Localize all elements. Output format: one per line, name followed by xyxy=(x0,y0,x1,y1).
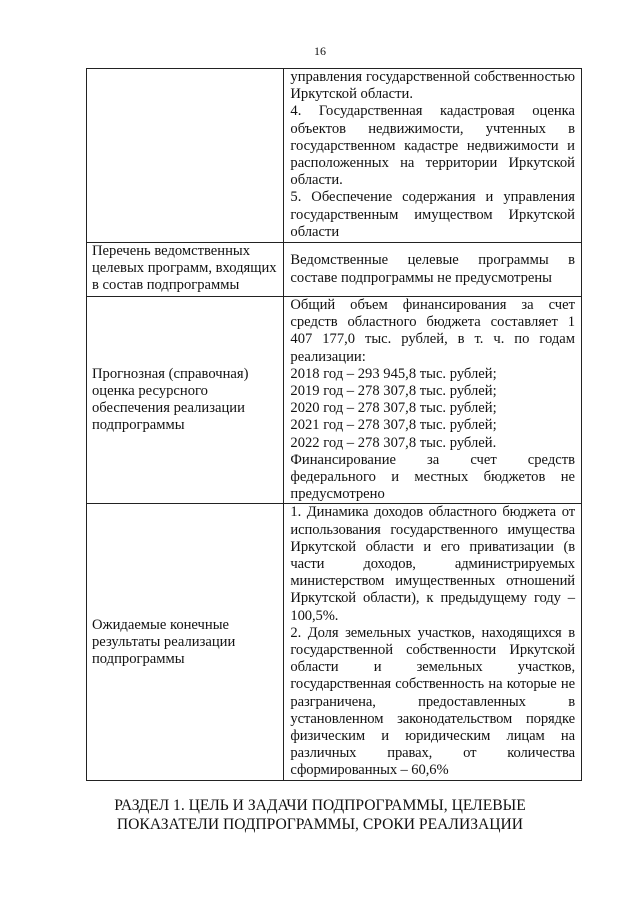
paragraph: Общий объем финансирования за счет средств областного бюджета составляет 1 407 177,0 тыс. рублей, в т. ч. по годам реализации: xyxy=(290,297,575,365)
subprogram-passport-table xyxy=(86,68,582,781)
section-heading-line: РАЗДЕЛ 1. ЦЕЛЬ И ЗАДАЧИ ПОДПРОГРАММЫ, ЦЕЛЕВЫЕ xyxy=(114,797,526,814)
paragraph: Ведомственные целевые программы в составе подпрограммы не предусмотрены xyxy=(290,252,575,286)
paragraph: 2020 год – 278 307,8 тыс. рублей; xyxy=(290,400,497,417)
table-row xyxy=(87,504,582,781)
paragraph: 2018 год – 293 945,8 тыс. рублей; xyxy=(290,365,497,382)
row-label: Перечень ведомственных целевых программ, входящих в состав подпрограммы xyxy=(87,243,284,297)
paragraph: 2019 год – 278 307,8 тыс. рублей; xyxy=(290,383,497,400)
row-label: Ожидаемые конечные результаты реализации подпрограммы xyxy=(87,504,284,781)
paragraph: Финансирование за счет средств федерального и местных бюджетов не предусмотрено xyxy=(290,451,575,503)
row-content xyxy=(284,297,582,504)
paragraph: 2021 год – 278 307,8 тыс. рублей; xyxy=(290,417,497,434)
paragraph: управления государственной собственностью Иркутской области. xyxy=(290,69,575,103)
row-label xyxy=(87,69,284,243)
paragraph: 4. Государственная кадастровая оценка объектов недвижимости, учтенных в государственном кадастре недвижимости и расположенных на территории Иркутской области. xyxy=(290,103,575,189)
paragraph: 1. Динамика доходов областного бюджета от использования государственного имущества Иркутской области и его приватизации (в части доходов, администрируемых министерством имущественных отношений Иркутской области), к предыдущему году – 100,5%. xyxy=(290,504,575,624)
row-content xyxy=(284,69,582,243)
page-number: 16 xyxy=(314,44,326,58)
row-content xyxy=(284,243,582,297)
table-row xyxy=(87,243,582,297)
row-label: Прогнозная (справочная) оценка ресурсного обеспечения реализации подпрограммы xyxy=(87,297,284,504)
row-content xyxy=(284,504,582,781)
table-row xyxy=(87,69,582,243)
paragraph: 2. Доля земельных участков, находящихся в государственной собственности Иркутской области и земельных участков, государственная собственность на которые не разграничена, предоставленных в установленном законодательством порядке физическим и юридическим лицам на различных правах, от количества сформированных – 60,6% xyxy=(290,624,575,779)
table-row xyxy=(87,297,582,504)
section-heading-line: ПОКАЗАТЕЛИ ПОДПРОГРАММЫ, СРОКИ РЕАЛИЗАЦИИ xyxy=(116,816,524,833)
paragraph: 5. Обеспечение содержания и управления государственным имуществом Иркутской области xyxy=(290,189,575,240)
section-heading xyxy=(70,796,570,834)
paragraph: 2022 год – 278 307,8 тыс. рублей. xyxy=(290,434,497,451)
